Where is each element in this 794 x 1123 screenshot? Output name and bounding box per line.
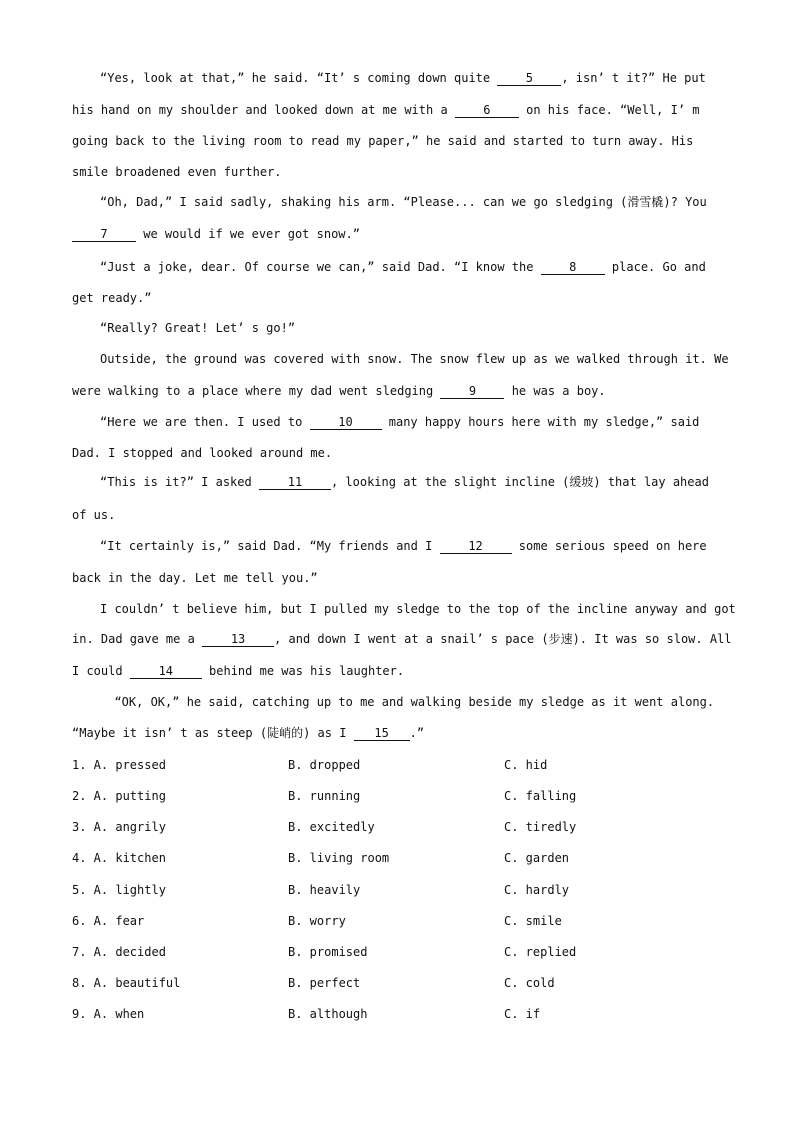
passage-line (72, 383, 606, 399)
option-c: C. hid (504, 758, 548, 772)
passage-line (100, 351, 729, 367)
passage-text: on his face. “Well, I’ m (518, 103, 700, 117)
option-a: 5. A. lightly (72, 883, 166, 897)
passage-text: “Maybe it isn’ t as steep (陡峭的) as I (72, 726, 354, 740)
passage-text: “It certainly is,” said Dad. “My friends and I (100, 539, 440, 553)
passage-text: some serious speed on here (511, 539, 707, 553)
option-a: 6. A. fear (72, 914, 145, 928)
passage-line (100, 414, 699, 430)
option-a: 4. A. kitchen (72, 851, 166, 865)
option-a: 8. A. beautiful (72, 976, 181, 990)
option-row (72, 850, 752, 866)
passage-text: “This is it?” I asked (100, 475, 259, 489)
passage-line (100, 474, 709, 490)
answer-blank: 6 (455, 103, 519, 118)
answer-blank: 11 (259, 475, 331, 490)
passage-text: “Yes, look at that,” he said. “It’ s coming down quite (100, 71, 498, 85)
passage-line (72, 164, 282, 180)
passage-text: he was a boy. (504, 384, 606, 398)
option-b: B. dropped (288, 758, 361, 772)
passage-line (72, 507, 115, 523)
option-row (72, 788, 752, 804)
passage-line (100, 538, 707, 554)
passage-text: .” (409, 726, 425, 740)
passage-text: , isn’ t it?” He put (561, 71, 706, 85)
passage-line (100, 259, 706, 275)
answer-blank: 5 (497, 71, 561, 86)
option-row (72, 1006, 752, 1022)
passage-line (72, 226, 360, 242)
passage-line (72, 570, 318, 586)
passage-line (72, 445, 332, 461)
option-b: B. although (288, 1007, 368, 1021)
option-row (72, 913, 752, 929)
option-c: C. garden (504, 851, 570, 865)
passage-line (100, 194, 707, 210)
option-row (72, 819, 752, 835)
passage-text: “Really? Great! Let’ s go!” (100, 321, 296, 335)
passage-text: place. Go and (604, 260, 706, 274)
answer-blank: 9 (440, 384, 504, 399)
option-a: 9. A. when (72, 1007, 145, 1021)
passage-text: his hand on my shoulder and looked down at me with a (72, 103, 455, 117)
option-b: B. heavily (288, 883, 361, 897)
option-c: C. cold (504, 976, 555, 990)
passage-text: were walking to a place where my dad went sledging (72, 384, 441, 398)
passage-text: “Oh, Dad,” I said sadly, shaking his arm. “Please... can we go sledging (滑雪橇)? You (100, 195, 707, 209)
answer-blank: 7 (72, 227, 136, 242)
passage-line (72, 631, 732, 647)
option-row (72, 975, 752, 991)
passage-text: get ready.” (72, 291, 152, 305)
option-c: C. hardly (504, 883, 570, 897)
passage-line (100, 320, 295, 336)
option-a: 2. A. putting (72, 789, 166, 803)
answer-blank: 14 (130, 664, 202, 679)
answer-blank: 15 (354, 726, 410, 741)
passage-text: many happy hours here with my sledge,” said (381, 415, 700, 429)
passage-text: , and down I went at a snail’ s pace (步速). It was so slow. All (274, 632, 732, 646)
answer-blank: 8 (541, 260, 605, 275)
passage-text: of us. (72, 508, 116, 522)
passage-line (100, 70, 706, 86)
option-c: C. tiredly (504, 820, 577, 834)
passage-text: Dad. I stopped and looked around me. (72, 446, 333, 460)
option-b: B. worry (288, 914, 346, 928)
option-row (72, 757, 752, 773)
option-a: 7. A. decided (72, 945, 166, 959)
passage-line (100, 694, 714, 710)
answer-blank: 13 (202, 632, 274, 647)
passage-text: Outside, the ground was covered with snow. The snow flew up as we walked through it. We (100, 352, 729, 366)
passage-text: I couldn’ t believe him, but I pulled my sledge to the top of the incline anyway and got (100, 602, 736, 616)
option-a: 1. A. pressed (72, 758, 166, 772)
passage-line (72, 663, 404, 679)
passage-line (72, 102, 700, 118)
option-c: C. falling (504, 789, 577, 803)
passage-text: I could (72, 664, 130, 678)
option-b: B. excitedly (288, 820, 375, 834)
passage-line (100, 601, 736, 617)
option-b: B. running (288, 789, 361, 803)
passage-text: we would if we ever got snow.” (136, 227, 360, 241)
option-c: C. if (504, 1007, 541, 1021)
option-b: B. living room (288, 851, 390, 865)
option-c: C. smile (504, 914, 562, 928)
option-row (72, 882, 752, 898)
option-row (72, 944, 752, 960)
passage-line (72, 290, 151, 306)
option-c: C. replied (504, 945, 577, 959)
answer-blank: 12 (440, 539, 512, 554)
option-b: B. promised (288, 945, 368, 959)
passage-line (72, 725, 424, 741)
answer-blank: 10 (310, 415, 382, 430)
passage-text: “OK, OK,” he said, catching up to me and walking beside my sledge as it went along. (100, 695, 715, 709)
option-b: B. perfect (288, 976, 361, 990)
passage-text: , looking at the slight incline (缓坡) that lay ahead (330, 475, 709, 489)
passage-text: behind me was his laughter. (201, 664, 405, 678)
passage-text: “Just a joke, dear. Of course we can,” said Dad. “I know the (100, 260, 541, 274)
passage-text: in. Dad gave me a (72, 632, 203, 646)
passage-text: “Here we are then. I used to (100, 415, 310, 429)
option-a: 3. A. angrily (72, 820, 166, 834)
passage-line (72, 133, 693, 149)
passage-text: going back to the living room to read my paper,” he said and started to turn away. His (72, 134, 694, 148)
passage-text: smile broadened even further. (72, 165, 282, 179)
passage-text: back in the day. Let me tell you.” (72, 571, 318, 585)
